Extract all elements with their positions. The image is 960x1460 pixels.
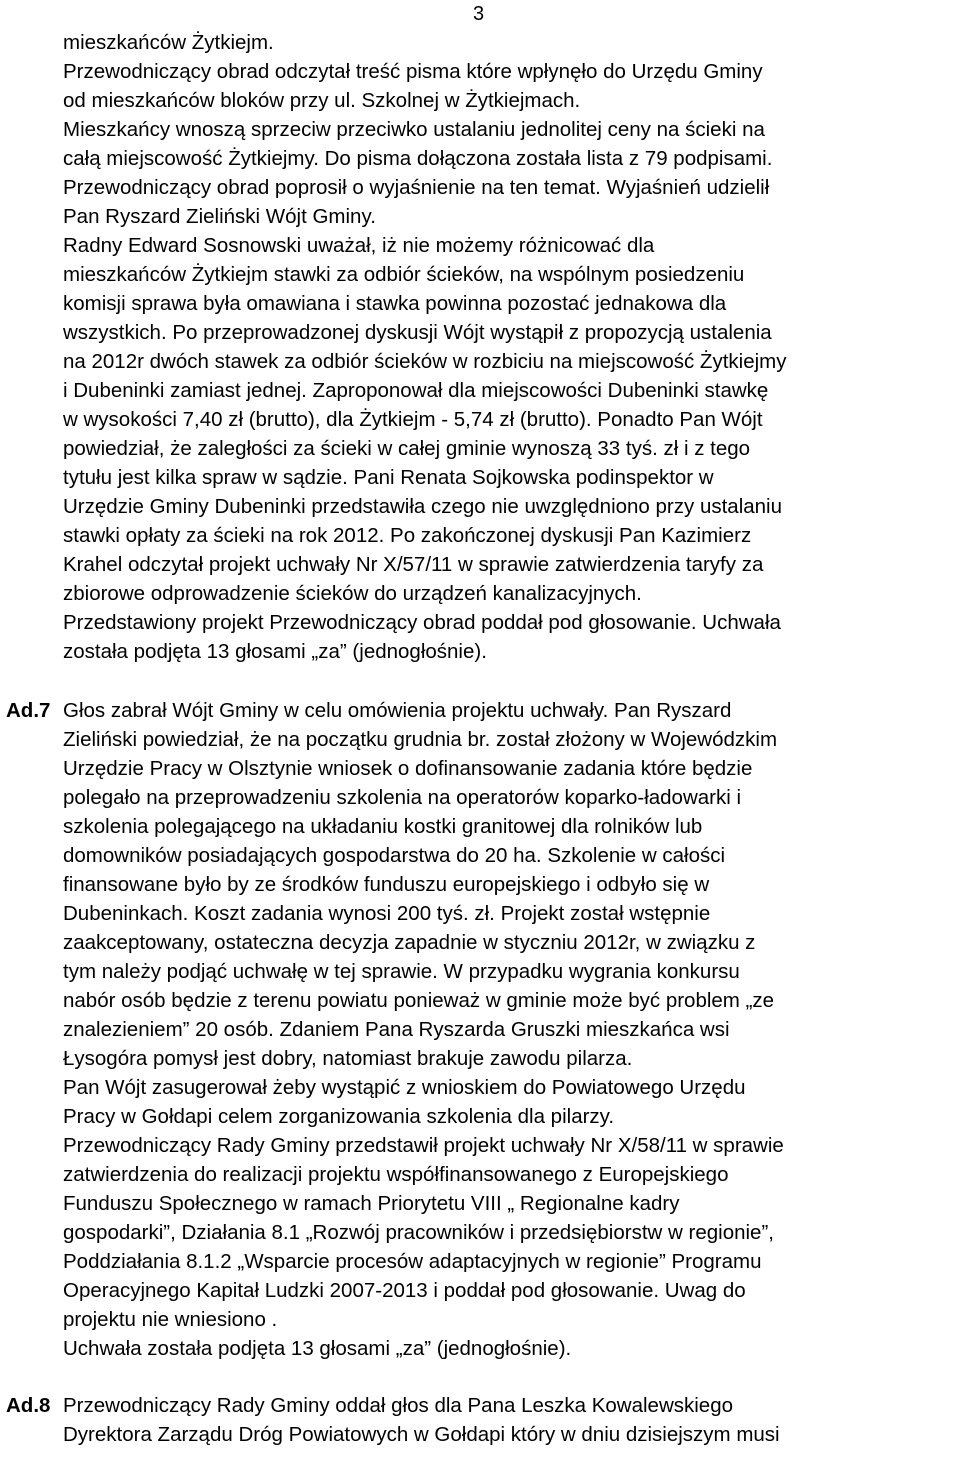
text-line: Pan Ryszard Zieliński Wójt Gminy. — [63, 205, 376, 228]
text-line: Przewodniczący Rady Gminy przedstawił projekt uchwały Nr X/58/11 w sprawie — [63, 1134, 784, 1157]
text-line: Krahel odczytał projekt uchwały Nr X/57/11 w sprawie zatwierdzenia taryfy za — [63, 553, 764, 576]
text-line: w wysokości 7,40 zł (brutto), dla Żytkiejm - 5,74 zł (brutto). Ponadto Pan Wójt — [63, 408, 763, 431]
text-line: na 2012r dwóch stawek za odbiór ścieków w rozbiciu na miejscowość Żytkiejmy — [63, 350, 787, 373]
text-line: tytułu jest kilka spraw w sądzie. Pani Renata Sojkowska podinspektor w — [63, 466, 714, 489]
text-line: gospodarki”, Działania 8.1 „Rozwój pracowników i przedsiębiorstw w regionie”, — [63, 1221, 774, 1244]
text-line: Dyrektora Zarządu Dróg Powiatowych w Gołdapi który w dniu dzisiejszym musi — [63, 1423, 780, 1446]
text-line: Pracy w Gołdapi celem zorganizowania szkolenia dla pilarzy. — [63, 1105, 615, 1128]
section-label: Ad.7 — [6, 699, 51, 722]
text-line: Urzędzie Pracy w Olsztynie wniosek o dofinansowanie zadania które będzie — [63, 757, 753, 780]
text-line: projektu nie wniesiono . — [63, 1308, 278, 1331]
text-line: nabór osób będzie z terenu powiatu ponieważ w gminie może być problem „ze — [63, 989, 775, 1012]
text-line: mieszkańców Żytkiejm. — [63, 31, 274, 54]
text-line: tym należy podjąć uchwałę w tej sprawie. W przypadku wygrania konkursu — [63, 960, 740, 983]
text-line: mieszkańców Żytkiejm stawki za odbiór ścieków, na wspólnym posiedzeniu — [63, 263, 745, 286]
text-line: zbiorowe odprowadzenie ścieków do urządzeń kanalizacyjnych. — [63, 582, 642, 605]
text-line: Operacyjnego Kapitał Ludzki 2007-2013 i poddał pod głosowanie. Uwag do — [63, 1279, 746, 1302]
text-line: Przewodniczący Rady Gminy oddał głos dla Pana Leszka Kowalewskiego — [63, 1394, 734, 1417]
text-line: szkolenia polegającego na układaniu kostki granitowej dla rolników lub — [63, 815, 703, 838]
text-line: polegało na przeprowadzeniu szkolenia na operatorów koparko-ładowarki i — [63, 786, 742, 809]
text-line: Łysogóra pomysł jest dobry, natomiast brakuje zawodu pilarza. — [63, 1047, 633, 1070]
section-label: Ad.8 — [6, 1394, 51, 1417]
text-line: stawki opłaty za ścieki na rok 2012. Po zakończonej dyskusji Pan Kazimierz — [63, 524, 752, 547]
text-line: Dubeninkach. Koszt zadania wynosi 200 tyś. zł. Projekt został wstępnie — [63, 902, 711, 925]
text-line: znalezieniem” 20 osób. Zdaniem Pana Ryszarda Gruszki mieszkańca wsi — [63, 1018, 730, 1041]
text-line: Pan Wójt zasugerował żeby wystąpić z wnioskiem do Powiatowego Urzędu — [63, 1076, 746, 1099]
text-line: Mieszkańcy wnoszą sprzeciw przeciwko ustalaniu jednolitej ceny na ścieki na — [63, 118, 765, 141]
text-line: Poddziałania 8.1.2 „Wsparcie procesów adaptacyjnych w regionie” Programu — [63, 1250, 762, 1273]
text-line: Przedstawiony projekt Przewodniczący obrad poddał pod głosowanie. Uchwała — [63, 611, 781, 634]
text-line: Uchwała została podjęta 13 głosami „za” (jednogłośnie). — [63, 1337, 572, 1360]
page-number: 3 — [473, 3, 485, 25]
text-line: została podjęta 13 głosami „za” (jednogłośnie). — [63, 640, 487, 663]
text-line: Funduszu Społecznego w ramach Priorytetu VIII „ Regionalne kadry — [63, 1192, 680, 1215]
text-line: Przewodniczący obrad odczytał treść pisma które wpłynęło do Urzędu Gminy — [63, 60, 763, 83]
text-line: wszystkich. Po przeprowadzonej dyskusji Wójt wystąpił z propozycją ustalenia — [63, 321, 772, 344]
text-line: i Dubeninki zamiast jednej. Zaproponował dla miejscowości Dubeninki stawkę — [63, 379, 769, 402]
text-line: powiedział, że zaległości za ścieki w całej gminie wynoszą 33 tyś. zł i z tego — [63, 437, 751, 460]
text-line: od mieszkańców bloków przy ul. Szkolnej w Żytkiejmach. — [63, 89, 581, 112]
text-line: Urzędzie Gminy Dubeninki przedstawiła czego nie uwzględniono przy ustalaniu — [63, 495, 783, 518]
text-line: Radny Edward Sosnowski uważał, iż nie możemy różnicować dla — [63, 234, 655, 257]
text-line: Zieliński powiedział, że na początku grudnia br. został złożony w Wojewódzkim — [63, 728, 778, 751]
text-line: całą miejscowość Żytkiejmy. Do pisma dołączona została lista z 79 podpisami. — [63, 147, 773, 170]
text-line: komisji sprawa była omawiana i stawka powinna pozostać jednakowa dla — [63, 292, 727, 315]
text-line: domowników posiadających gospodarstwa do 20 ha. Szkolenie w całości — [63, 844, 726, 867]
text-line: zatwierdzenia do realizacji projektu współfinansowanego z Europejskiego — [63, 1163, 729, 1186]
text-line: Głos zabrał Wójt Gminy w celu omówienia projektu uchwały. Pan Ryszard — [63, 699, 732, 722]
text-line: finansowane było by ze środków funduszu europejskiego i odbyło się w — [63, 873, 710, 896]
text-line: zaakceptowany, ostateczna decyzja zapadnie w styczniu 2012r, w związku z — [63, 931, 756, 954]
text-line: Przewodniczący obrad poprosił o wyjaśnienie na ten temat. Wyjaśnień udzielił — [63, 176, 770, 199]
